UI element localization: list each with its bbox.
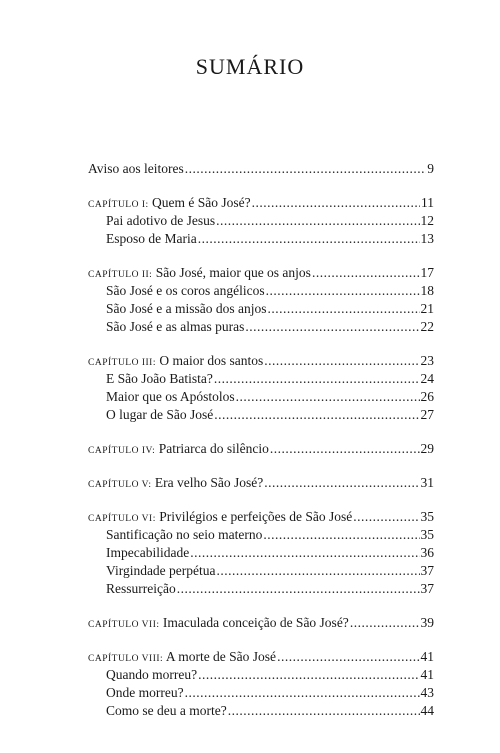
- section-gap: [88, 424, 434, 440]
- toc-page-number: 44: [420, 703, 434, 718]
- toc-chapter-label: [88, 264, 311, 284]
- dot-leader: [264, 474, 419, 492]
- dot-leader: [214, 406, 419, 424]
- chapter-title: Privilégios e perfeições de São José: [159, 509, 353, 524]
- subsection-title: Esposo de Maria: [106, 231, 197, 246]
- toc-chapter-entry[interactable]: [88, 194, 434, 212]
- subsection-title: E São João Batista?: [106, 371, 213, 386]
- toc-subsection-entry[interactable]: [88, 388, 434, 406]
- toc-page-number: 35: [420, 509, 434, 524]
- table-of-contents: [88, 160, 434, 720]
- section-gap: [88, 178, 434, 194]
- subsection-title: São José e os coros angélicos: [106, 283, 265, 298]
- dot-leader: [216, 212, 419, 230]
- dot-leader: [270, 440, 420, 458]
- toc-page-number: 37: [420, 563, 434, 578]
- toc-page-number: 9: [427, 161, 434, 176]
- toc-page-number: 11: [421, 195, 434, 210]
- subsection-title: Santificação no seio materno: [106, 527, 263, 542]
- toc-subsection-entry[interactable]: [88, 300, 434, 318]
- toc-chapter-label: [88, 648, 276, 668]
- toc-page-number: 12: [420, 213, 434, 228]
- toc-subsection-entry[interactable]: [88, 702, 434, 720]
- toc-page-number: 39: [420, 615, 434, 630]
- toc-chapter-label: [88, 614, 349, 634]
- toc-page-number: 13: [420, 231, 434, 246]
- toc-subsection-entry[interactable]: [88, 370, 434, 388]
- subsection-title: Virgindade perpétua: [106, 563, 216, 578]
- chapter-number: CAPÍTULO VIII:: [88, 654, 164, 664]
- toc-chapter-entry[interactable]: [88, 264, 434, 282]
- dot-leader: [185, 160, 427, 178]
- section-gap: [88, 492, 434, 508]
- toc-chapter-entry[interactable]: [88, 440, 434, 458]
- subsection-title: Como se deu a morte?: [106, 703, 227, 718]
- subsection-title: Onde morreu?: [106, 685, 184, 700]
- dot-leader: [350, 614, 420, 632]
- toc-page-number: 41: [420, 649, 434, 664]
- chapter-title: O maior dos santos: [159, 353, 264, 368]
- toc-entry-label: Aviso aos leitores: [88, 161, 184, 176]
- section-gap: [88, 632, 434, 648]
- toc-page-number: 29: [420, 441, 434, 456]
- toc-page-number: 35: [420, 527, 434, 542]
- section-gap: [88, 458, 434, 474]
- toc-chapter-entry[interactable]: [88, 508, 434, 526]
- dot-leader: [312, 264, 420, 282]
- subsection-title: São José e a missão dos anjos: [106, 301, 267, 316]
- chapter-title: Quem é São José?: [152, 195, 251, 210]
- toc-subsection-entry[interactable]: [88, 684, 434, 702]
- toc-subsection-entry[interactable]: [88, 666, 434, 684]
- toc-page-number: 22: [420, 319, 434, 334]
- toc-subsection-entry[interactable]: [88, 406, 434, 424]
- chapter-number: CAPÍTULO V:: [88, 480, 152, 490]
- dot-leader: [228, 702, 420, 720]
- chapter-list: [88, 178, 434, 720]
- dot-leader: [185, 684, 420, 702]
- toc-page-number: 23: [420, 353, 434, 368]
- dot-leader: [263, 526, 419, 544]
- dot-leader: [214, 370, 420, 388]
- dot-leader: [266, 282, 420, 300]
- chapter-title: Era velho São José?: [154, 475, 264, 490]
- chapter-number: CAPÍTULO VI:: [88, 514, 156, 524]
- chapter-number: CAPÍTULO III:: [88, 358, 156, 368]
- dot-leader: [264, 352, 419, 370]
- dot-leader: [177, 580, 420, 598]
- subsection-title: Pai adotivo de Jesus: [106, 213, 216, 228]
- toc-chapter-label: [88, 440, 269, 460]
- toc-subsection-entry[interactable]: [88, 282, 434, 300]
- toc-subsection-entry[interactable]: [88, 544, 434, 562]
- toc-subsection-entry[interactable]: [88, 580, 434, 598]
- toc-page-number: 27: [420, 407, 434, 422]
- dot-leader: [252, 194, 420, 212]
- dot-leader: [198, 230, 420, 248]
- page-title: SUMÁRIO: [195, 54, 305, 79]
- subsection-title: Quando morreu?: [106, 667, 198, 682]
- dot-leader: [190, 544, 419, 562]
- toc-chapter-label: [88, 194, 251, 214]
- toc-chapter-entry[interactable]: [88, 614, 434, 632]
- toc-entry-aviso[interactable]: [88, 160, 434, 178]
- toc-chapter-entry[interactable]: [88, 474, 434, 492]
- toc-page-number: 18: [420, 283, 434, 298]
- toc-chapter-entry[interactable]: [88, 648, 434, 666]
- dot-leader: [198, 666, 419, 684]
- chapter-number: CAPÍTULO IV:: [88, 446, 156, 456]
- section-gap: [88, 598, 434, 614]
- dot-leader: [277, 648, 419, 666]
- toc-subsection-entry[interactable]: [88, 526, 434, 544]
- section-gap: [88, 336, 434, 352]
- toc-page-number: 36: [420, 545, 434, 560]
- dot-leader: [245, 318, 419, 336]
- subsection-title: Maior que os Apóstolos: [106, 389, 235, 404]
- subsection-title: Impecabilidade: [106, 545, 190, 560]
- chapter-title: Imaculada conceição de São José?: [162, 615, 349, 630]
- subsection-title: São José e as almas puras: [106, 319, 245, 334]
- section-gap: [88, 248, 434, 264]
- subsection-title: Ressurreição: [106, 581, 176, 596]
- toc-subsection-entry[interactable]: [88, 212, 434, 230]
- toc-page-number: 37: [420, 581, 434, 596]
- chapter-title: A morte de São José: [165, 649, 277, 664]
- subsection-title: O lugar de São José: [106, 407, 214, 422]
- toc-page-number: 24: [420, 371, 434, 386]
- dot-leader: [267, 300, 419, 318]
- chapter-number: CAPÍTULO I:: [88, 200, 149, 210]
- dot-leader: [236, 388, 420, 406]
- chapter-number: CAPÍTULO VII:: [88, 620, 160, 630]
- toc-chapter-label: [88, 352, 263, 372]
- chapter-title: São José, maior que os anjos: [155, 265, 311, 280]
- chapter-number: CAPÍTULO II:: [88, 270, 153, 280]
- toc-subsection-entry[interactable]: [88, 562, 434, 580]
- dot-leader: [353, 508, 419, 526]
- toc-subsection-entry[interactable]: [88, 318, 434, 336]
- toc-chapter-entry[interactable]: [88, 352, 434, 370]
- toc-chapter-label: [88, 508, 352, 528]
- toc-page-number: 21: [420, 301, 434, 316]
- toc-page-number: 17: [420, 265, 434, 280]
- toc-page-number: 41: [420, 667, 434, 682]
- toc-page-number: 26: [420, 389, 434, 404]
- toc-page-number: 43: [420, 685, 434, 700]
- chapter-title: Patriarca do silêncio: [158, 441, 269, 456]
- toc-page-number: 31: [420, 475, 434, 490]
- dot-leader: [217, 562, 420, 580]
- toc-chapter-label: [88, 474, 263, 494]
- toc-subsection-entry[interactable]: [88, 230, 434, 248]
